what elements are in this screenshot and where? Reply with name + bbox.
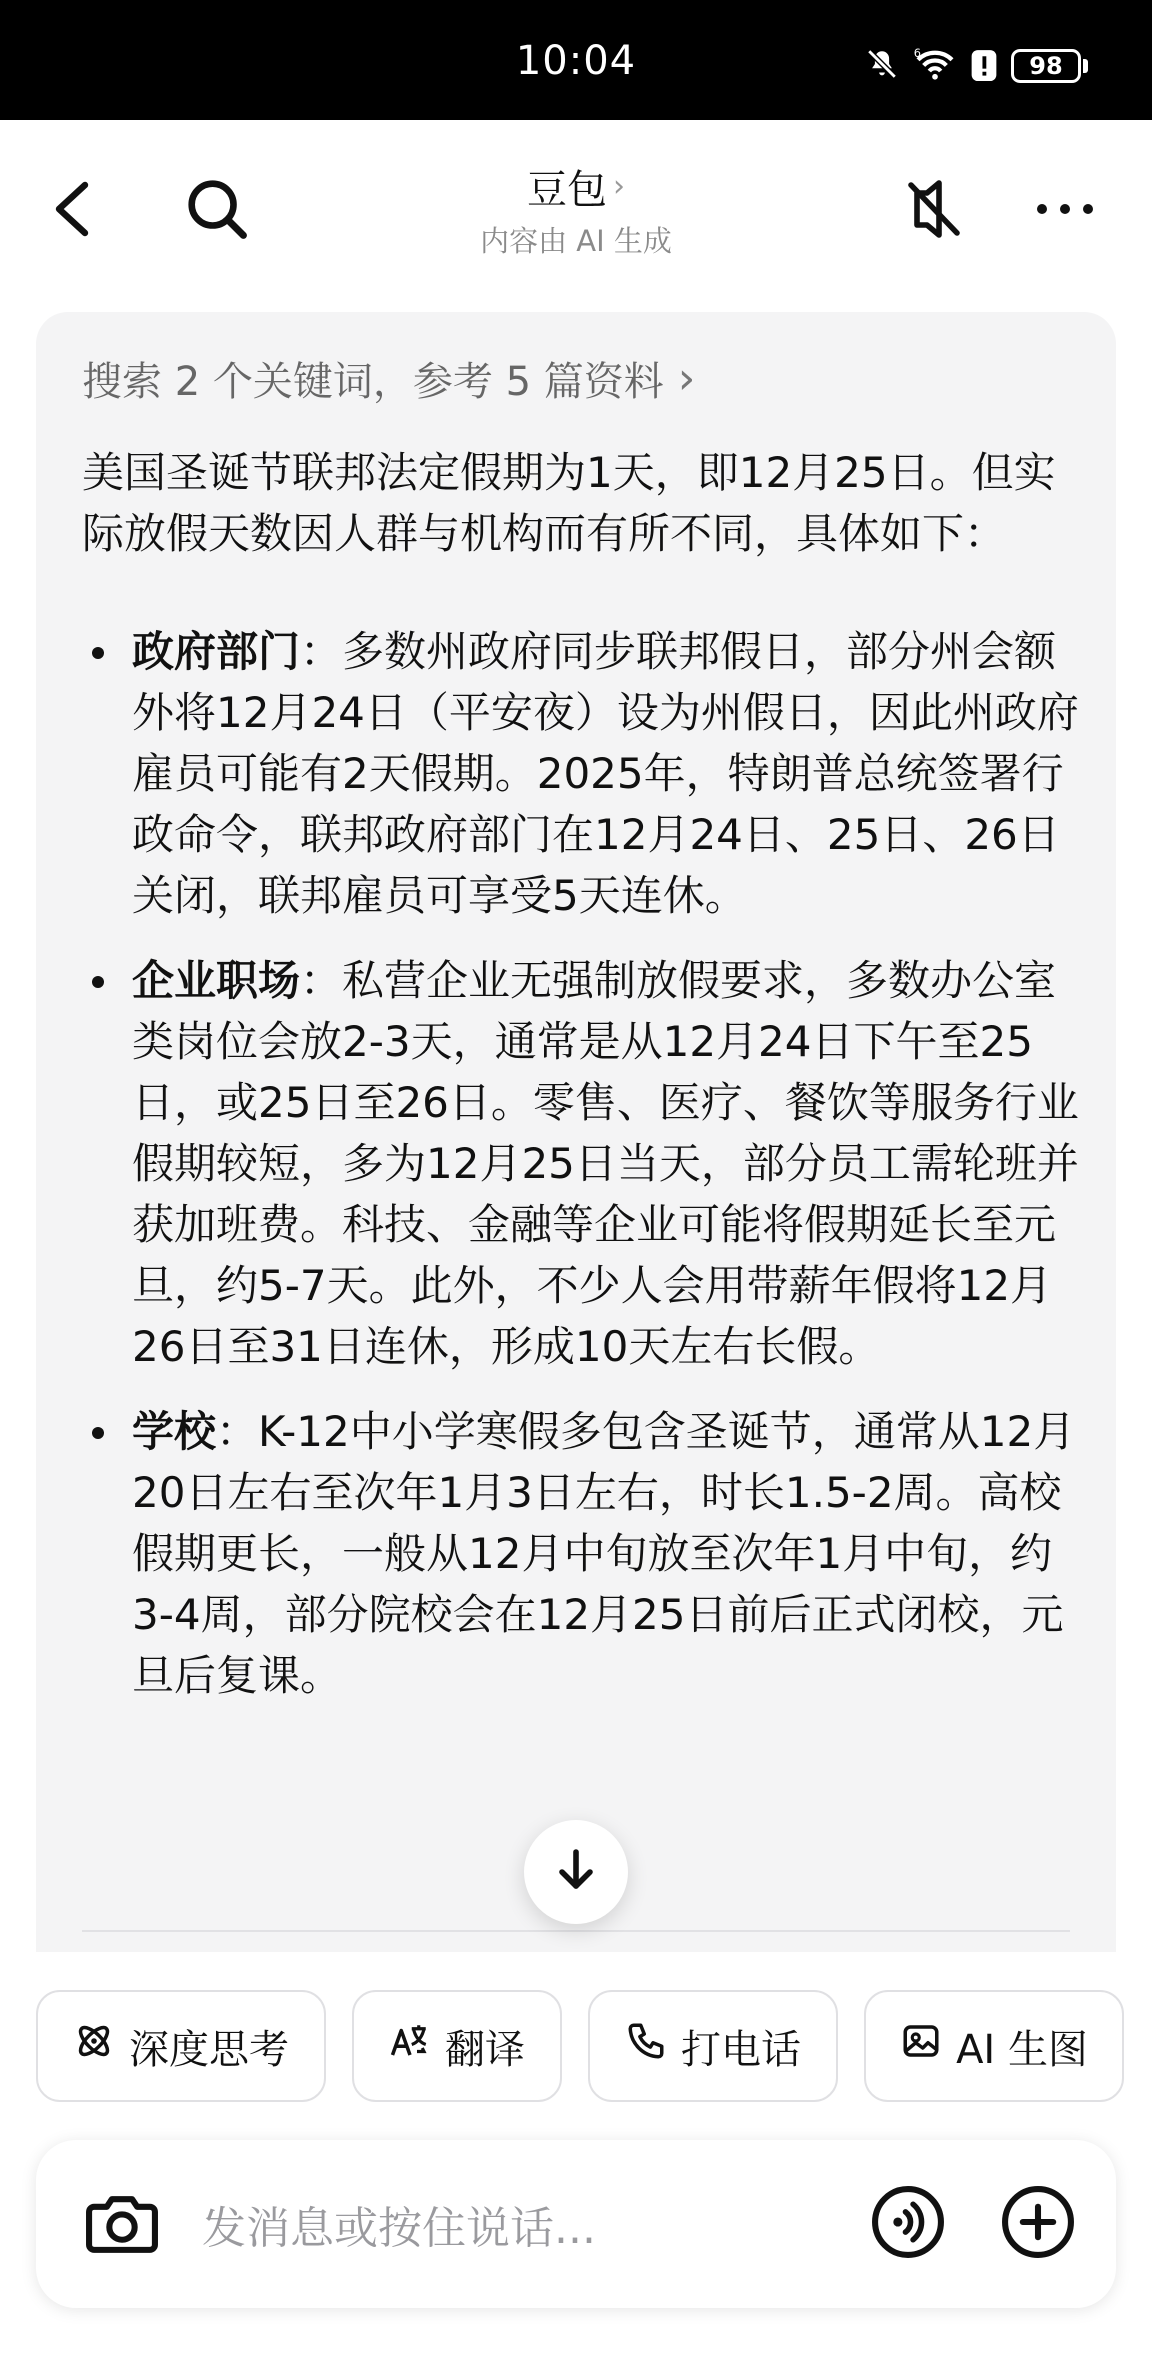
ai-image-chip[interactable] bbox=[864, 1990, 1124, 2102]
bullet-text: ：多数州政府同步联邦假日，部分州会额外将12月24日（平安夜）设为州假日，因此州政府雇员可能有2天假期。2025年，特朗普总统签署行政命令，联邦政府部门在12月24日、25日、26日关闭，联邦雇员可享受5天连休。 bbox=[132, 627, 1079, 920]
bullet-text: ：私营企业无强制放假要求，多数办公室类岗位会放2-3天，通常是从12月24日下午至25日，或25日至26日。零售、医疗、餐饮等服务行业假期较短，多为12月25日当天，部分员工需轮班并获加班费。科技、金融等企业可能将假期延长至元旦，约5-7天。此外，不少人会用带薪年假将12月26日至31日连休，形成10天左右长假。 bbox=[132, 956, 1079, 1371]
image-icon bbox=[900, 2020, 942, 2072]
status-bar bbox=[0, 0, 1152, 120]
bullet-title: 政府部门 bbox=[132, 627, 301, 676]
chip-label: 深度思考 bbox=[129, 2026, 289, 2073]
search-icon bbox=[184, 176, 250, 246]
phone-call-chip[interactable] bbox=[588, 1990, 838, 2102]
status-time: 10:04 bbox=[515, 38, 637, 84]
chat-header bbox=[0, 120, 1152, 300]
bullet-list bbox=[82, 621, 1082, 1706]
message-input[interactable]: 发消息或按住说话... bbox=[202, 2203, 596, 2254]
alert-icon bbox=[971, 47, 997, 85]
bullet-title: 企业职场 bbox=[132, 956, 301, 1005]
back-icon bbox=[47, 179, 99, 243]
translate-chip[interactable] bbox=[352, 1990, 562, 2102]
chevron-right-icon: › bbox=[677, 353, 696, 404]
search-button[interactable] bbox=[172, 166, 262, 256]
phone-icon bbox=[625, 2020, 667, 2072]
search-references-label: 搜索 2 个关键词，参考 5 篇资料 bbox=[82, 359, 664, 405]
list-item bbox=[82, 1401, 1082, 1706]
bullet-text: ：K-12中小学寒假多包含圣诞节，通常从12月20日左右至次年1月3日左右，时长1.5-2周。高校假期更长，一般从12月中旬放至次年1月中旬，约3-4周，部分院校会在12月25日前后正式闭校，元旦后复课。 bbox=[132, 1407, 1076, 1700]
back-button[interactable] bbox=[28, 166, 118, 256]
battery-level: 98 bbox=[1011, 49, 1081, 83]
scroll-to-bottom-button[interactable] bbox=[524, 1820, 628, 1924]
camera-button[interactable] bbox=[80, 2182, 164, 2266]
list-item bbox=[82, 621, 1082, 926]
voice-call-icon bbox=[870, 2184, 946, 2264]
more-icon bbox=[1034, 201, 1096, 221]
bullet-title: 学校 bbox=[132, 1407, 217, 1456]
mute-speaker-button[interactable] bbox=[888, 166, 978, 256]
list-item bbox=[82, 950, 1082, 1377]
chip-label: AI 生图 bbox=[956, 2026, 1088, 2073]
message-input-bar bbox=[36, 2140, 1116, 2308]
translate-icon bbox=[389, 2020, 431, 2072]
chevron-right-icon: › bbox=[613, 169, 625, 204]
arrow-down-icon bbox=[556, 1848, 596, 1896]
search-references-link[interactable] bbox=[82, 350, 695, 407]
more-button[interactable] bbox=[1020, 166, 1110, 256]
chat-title[interactable] bbox=[376, 158, 776, 260]
wifi-6-icon bbox=[913, 47, 957, 85]
svg-text:6: 6 bbox=[913, 47, 921, 60]
chip-label: 打电话 bbox=[681, 2026, 801, 2073]
deep-think-chip[interactable] bbox=[36, 1990, 326, 2102]
add-button[interactable] bbox=[996, 2182, 1080, 2266]
voice-call-button[interactable] bbox=[866, 2182, 950, 2266]
mute-icon bbox=[865, 47, 899, 85]
divider bbox=[82, 1930, 1070, 1932]
quick-actions bbox=[0, 1990, 1152, 2110]
chip-label: 翻译 bbox=[445, 2026, 525, 2073]
ai-disclaimer: 内容由 AI 生成 bbox=[480, 224, 672, 258]
message-intro: 美国圣诞节联邦法定假期为1天，即12月25日。但实际放假天数因人群与机构而有所不同，具体如下： bbox=[82, 448, 1056, 558]
camera-icon bbox=[84, 2189, 160, 2259]
status-icons bbox=[865, 46, 1088, 86]
mute-speaker-icon bbox=[903, 177, 963, 245]
assistant-message bbox=[36, 312, 1116, 1952]
message-body bbox=[82, 442, 1082, 1730]
bot-name: 豆包 bbox=[527, 167, 607, 213]
plus-icon bbox=[1000, 2184, 1076, 2264]
deep-think-icon bbox=[73, 2020, 115, 2072]
battery-icon bbox=[1011, 49, 1088, 83]
